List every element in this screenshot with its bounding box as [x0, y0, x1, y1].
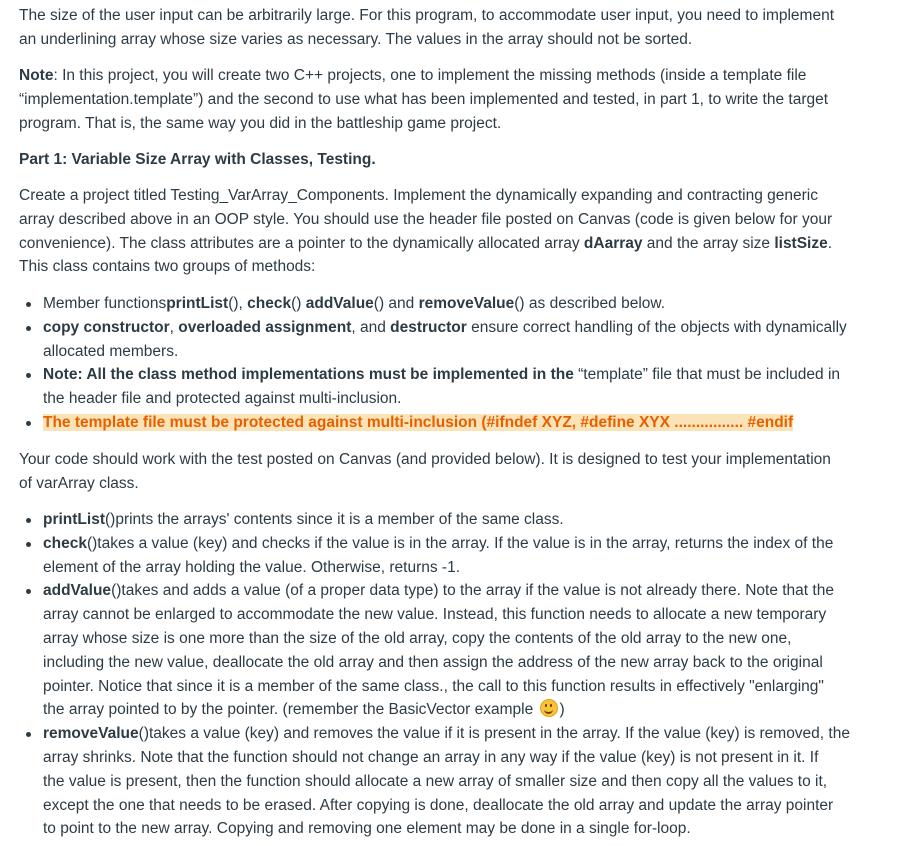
attr-daarray: dAarray	[583, 234, 643, 252]
text: array whose size is one more than the size of the old array, copy the contents of the old array to the new one,	[43, 629, 792, 647]
note-text: : In this project, you will create two C++ projects, one to implement the missing methods (inside a template file	[53, 67, 807, 84]
test-line: Your code should work with the test posted on Canvas (and provided below). It is designed to test your implementation	[19, 451, 831, 468]
method-name: addValue	[43, 582, 112, 600]
note-paragraph	[19, 64, 885, 135]
bullet-icon	[26, 302, 31, 307]
list-item	[19, 316, 885, 364]
text: including the new value, deallocate the old array and then assign the address of the new array back to the original	[43, 653, 823, 671]
text: array shrinks. Note that the function should not change an array in any way if the value (key) is not present in it. If	[43, 748, 819, 766]
create-line: Create a project titled Testing_VarArray_Components. Implement the dynamically expanding and contracting generic	[19, 187, 818, 204]
text: () as described below.	[514, 295, 666, 312]
part1-heading: Part 1: Variable Size Array with Classes, Testing.	[19, 151, 376, 168]
create-paragraph	[19, 184, 885, 279]
text: ()	[291, 295, 306, 312]
method-name: removeValue	[43, 725, 139, 743]
text: ()prints the arrays' contents since it is a member of the same class.	[105, 511, 564, 528]
term: overloaded assignment	[178, 318, 352, 336]
method-name: printList	[43, 511, 105, 528]
create-line	[19, 232, 885, 256]
text: ,	[169, 318, 179, 336]
attr-listsize: listSize	[774, 234, 828, 252]
bullet-icon	[26, 373, 31, 378]
bullet-icon	[26, 732, 31, 737]
text: the value is present, then the function should allocate a new array of smaller size and then copy all the values to it,	[43, 772, 828, 790]
method-name: check	[247, 295, 292, 312]
text: “template” file that must be included in	[578, 366, 841, 384]
list-item	[19, 363, 885, 411]
text: ()takes and adds a value (of a proper data type) to the array if the value is not already there. Note that the	[111, 582, 834, 600]
create-line: This class contains two groups of methods:	[19, 258, 316, 276]
create-text: .	[827, 234, 833, 252]
smiling-face-icon	[540, 699, 558, 717]
test-line: of varArray class.	[19, 474, 139, 492]
list-item	[19, 508, 885, 532]
note-line: program. That is, the same way you did in the battleship game project.	[19, 114, 502, 132]
highlighted-warning: The template file must be protected against multi-inclusion (#ifndef XYZ, #define XYX ................ #endif	[43, 413, 794, 431]
bullet-icon	[26, 542, 31, 547]
intro-line: The size of the user input can be arbitrarily large. For this program, to accommodate user input, you need to implement	[19, 7, 835, 24]
method-name: printList	[166, 295, 229, 312]
text: the array pointed to by the pointer. (remember the BasicVector example	[43, 701, 538, 719]
term: copy constructor	[43, 318, 170, 336]
method-name: addValue	[305, 295, 374, 312]
text: ()takes a value (key) and removes the value if it is present in the array. If the value (key) is removed, the	[138, 725, 850, 743]
term: destructor	[390, 318, 467, 336]
bullet-icon	[26, 518, 31, 523]
intro-line: an underlining array whose size varies as necessary. The values in the array should not be sorted.	[19, 30, 693, 48]
create-text: convenience). The class attributes are a pointer to the dynamically allocated array	[19, 234, 584, 252]
methods-list	[19, 292, 885, 435]
create-text: and the array size	[642, 234, 775, 252]
bullet-icon	[26, 421, 31, 426]
text: ()takes a value (key) and checks if the value is in the array. If the value is in the array, returns the index of the	[86, 534, 834, 552]
text: (),	[228, 295, 248, 312]
note-label: Note	[19, 67, 54, 84]
text: () and	[373, 295, 419, 312]
text: to point to the new array. Copying and removing one element may be done in a single for-loop.	[43, 820, 691, 838]
text: allocated members.	[43, 342, 179, 360]
bullet-icon	[26, 589, 31, 594]
note-line	[19, 64, 885, 88]
list-item	[19, 722, 885, 841]
text: pointer. Notice that since it is a member of the same class., the call to this function results in effectively "enlarging"	[43, 677, 824, 695]
test-paragraph	[19, 448, 885, 496]
note-line: “implementation.template”) and the second to use what has been implemented and tested, in part 1, to write the target	[19, 90, 829, 108]
method-name: check	[43, 534, 87, 552]
text: the header file and protected against multi-inclusion.	[43, 390, 402, 408]
list-item	[19, 411, 885, 435]
text: element of the array holding the value. Otherwise, returns -1.	[43, 558, 460, 576]
text: ensure correct handling of the objects with dynamically	[466, 318, 847, 336]
method-name: removeValue	[418, 295, 515, 312]
text: array cannot be enlarged to accommodate the new value. Instead, this function needs to allocate a new temporary	[43, 606, 827, 624]
intro-paragraph	[19, 4, 885, 52]
note-bold: Note: All the class method implementations must be implemented in the	[43, 366, 579, 384]
text: , and	[351, 318, 391, 336]
list-item	[19, 579, 885, 722]
bullet-icon	[26, 326, 31, 331]
list-item	[19, 532, 885, 580]
text: Member functions	[43, 295, 167, 312]
text: )	[559, 701, 565, 719]
create-line: array described above in an OOP style. You should use the header file posted on Canvas (code is given below for your	[19, 210, 833, 228]
method-descriptions-list	[19, 508, 885, 841]
text: except the one that needs to be erased. After copying is done, deallocate the old array and update the array pointer	[43, 796, 834, 814]
list-item	[19, 292, 885, 316]
